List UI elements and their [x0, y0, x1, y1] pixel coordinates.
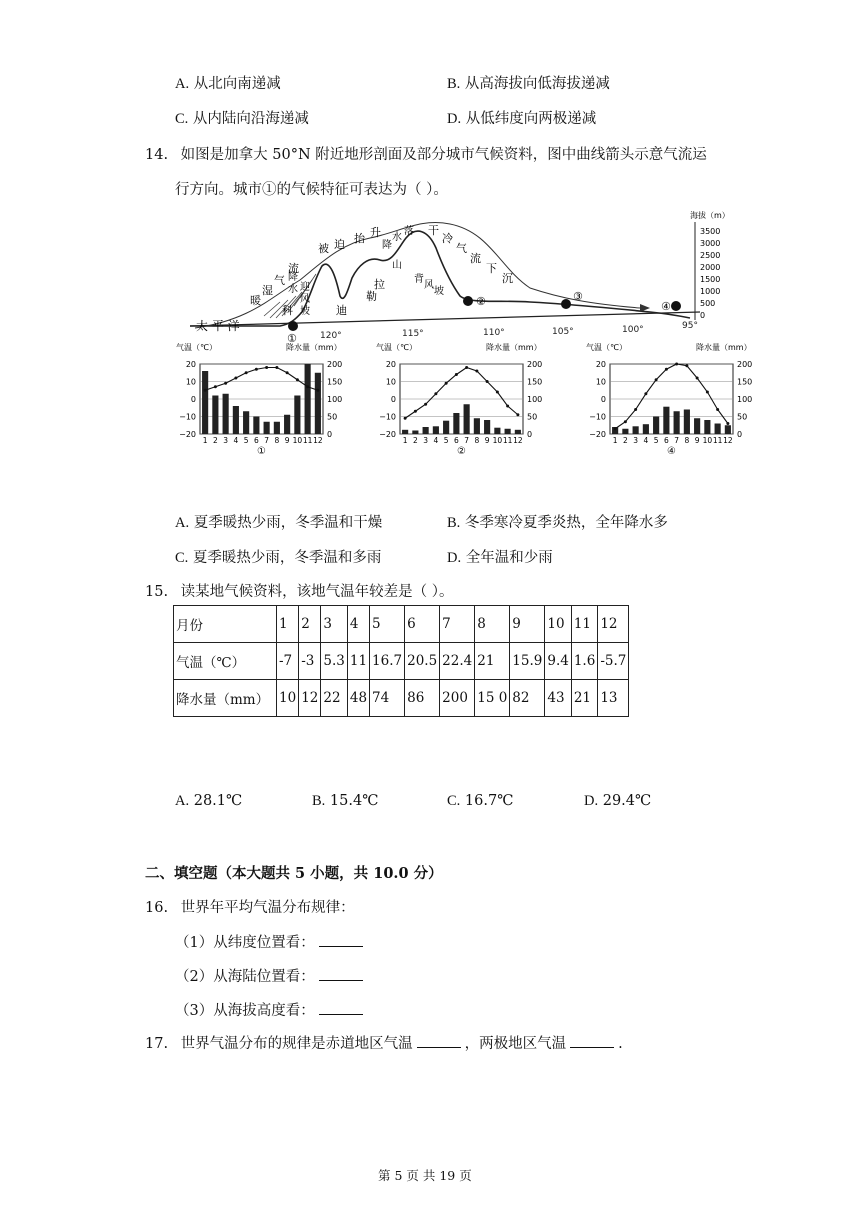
- svg-text:降: 降: [382, 240, 392, 251]
- q16-number: 16.: [145, 900, 169, 916]
- precip-axis-label: 降水量（mm）: [286, 343, 342, 352]
- temp-point: [296, 378, 299, 381]
- precip-bar: [274, 422, 280, 434]
- q14-number: 14.: [145, 147, 169, 163]
- precip-bar: [233, 406, 239, 434]
- month-tick-label: 2: [412, 436, 418, 445]
- temp-tick-label: −20: [379, 430, 396, 439]
- svg-text:100°: 100°: [622, 325, 644, 335]
- precip-tick-label: 0: [737, 430, 743, 439]
- month-tick-label: 11: [502, 436, 513, 445]
- temp-point: [245, 371, 248, 374]
- temp-tick-label: −20: [179, 430, 196, 439]
- precip-bar: [264, 422, 270, 434]
- q16-stem: 16. 世界年平均气温分布规律：: [145, 900, 355, 916]
- q15-option-b: B. 15.4℃: [312, 793, 379, 809]
- q14-stem-line2: 行方向。城市①的气候特征可表达为（ ）。: [175, 182, 448, 198]
- precip-tick-label: 150: [527, 377, 543, 387]
- answer-blank[interactable]: [319, 1014, 363, 1015]
- altitude-ticks: [700, 227, 720, 320]
- temp-tick-label: 10: [385, 377, 396, 387]
- svg-text:105°: 105°: [552, 327, 574, 337]
- precip-tick-label: 100: [527, 395, 543, 404]
- svg-text:风: 风: [424, 280, 434, 291]
- longitude-labels: [320, 321, 698, 341]
- precip-bar: [294, 396, 300, 435]
- month-tick-label: 11: [712, 436, 723, 445]
- city-2-marker: [463, 296, 473, 306]
- page-footer: 第 5 页 共 19 页: [378, 1168, 472, 1183]
- precip-bar: [704, 420, 710, 434]
- precip-tick-label: 100: [737, 395, 753, 404]
- precip-bar: [643, 424, 649, 434]
- temp-point: [316, 389, 319, 392]
- svg-text:沉: 沉: [502, 272, 513, 285]
- precip-tick-label: 0: [327, 430, 333, 439]
- temp-point: [475, 370, 478, 373]
- precip-bar: [212, 396, 218, 435]
- temp-point: [424, 403, 427, 406]
- precip-tick-label: 100: [327, 395, 343, 404]
- temp-point: [486, 380, 489, 383]
- temp-point: [306, 385, 309, 388]
- precip-bar: [474, 418, 480, 434]
- temp-tick-label: 10: [185, 377, 196, 387]
- temp-point: [204, 389, 207, 392]
- month-tick-label: 9: [484, 436, 490, 445]
- q15-climate-table: [173, 605, 629, 717]
- svg-text:迫: 迫: [334, 238, 345, 251]
- temp-point: [286, 371, 289, 374]
- temp-point: [465, 366, 468, 369]
- svg-text:气: 气: [456, 242, 467, 255]
- svg-text:120°: 120°: [320, 331, 342, 341]
- month-tick-label: 7: [674, 436, 680, 445]
- city-4-label: ④: [661, 300, 671, 313]
- month-tick-label: 9: [284, 436, 290, 445]
- city-4-marker: [671, 301, 681, 311]
- temp-line: [405, 368, 518, 419]
- month-tick-label: 8: [274, 436, 280, 445]
- temp-point: [644, 392, 647, 395]
- month-tick-label: 1: [202, 436, 208, 445]
- answer-blank[interactable]: [417, 1047, 461, 1048]
- precip-bar: [622, 429, 628, 434]
- precip-bar: [633, 426, 639, 434]
- svg-text:科: 科: [282, 304, 293, 317]
- svg-text:冷: 冷: [442, 232, 453, 245]
- precip-bar: [284, 415, 290, 434]
- precip-axis-label: 降水量（mm）: [486, 343, 542, 352]
- precip-bar: [453, 413, 459, 434]
- temp-point: [265, 366, 268, 369]
- q17-stem: 17. 世界气温分布的规律是赤道地区气温 ，两极地区气温 .: [145, 1036, 623, 1052]
- precip-bar: [653, 417, 659, 435]
- q15-option-a: A. 28.1℃: [175, 793, 243, 809]
- svg-text:坡: 坡: [300, 306, 310, 317]
- q14-stem-line1: 14. 如图是加拿大 50°N 附近地形剖面及部分城市气候资料，图中曲线箭头示意气流运: [145, 147, 707, 163]
- svg-text:3500: 3500: [700, 227, 721, 236]
- temp-point: [614, 427, 617, 430]
- precip-bar: [243, 411, 249, 434]
- precip-bar: [494, 428, 500, 434]
- altitude-axis-label: 海拔（m）: [690, 211, 730, 220]
- temp-point: [665, 368, 668, 371]
- q13-option-b: B. 从高海拔向低海拔递减: [447, 76, 610, 92]
- temp-tick-label: −10: [179, 412, 196, 422]
- section2-title: 二、填空题（本大题共 5 小题，共 10.0 分）: [145, 865, 443, 882]
- month-tick-label: 2: [212, 436, 218, 445]
- temp-point: [624, 420, 627, 423]
- temp-point: [706, 391, 709, 394]
- month-tick-label: 8: [474, 436, 480, 445]
- temp-point: [634, 408, 637, 411]
- svg-text:110°: 110°: [483, 328, 505, 338]
- svg-text:抬: 抬: [354, 232, 365, 245]
- q15-option-d: D. 29.4℃: [584, 793, 652, 809]
- svg-text:1500: 1500: [700, 275, 721, 284]
- month-tick-label: 12: [723, 436, 733, 445]
- precip-tick-label: 150: [737, 377, 753, 387]
- temp-point: [696, 377, 699, 380]
- precip-bar: [484, 420, 490, 434]
- temp-axis-label: 气温（℃）: [586, 343, 627, 352]
- city-3-marker: [561, 299, 571, 309]
- chart-label: ①: [257, 446, 266, 457]
- svg-text:115°: 115°: [402, 329, 424, 339]
- svg-text:暖: 暖: [250, 294, 261, 307]
- svg-text:升: 升: [370, 226, 381, 239]
- svg-text:迪: 迪: [336, 304, 347, 317]
- svg-text:拉: 拉: [374, 278, 385, 291]
- svg-text:1000: 1000: [700, 287, 721, 296]
- svg-text:降: 降: [288, 272, 298, 283]
- svg-text:2000: 2000: [700, 263, 721, 272]
- temp-line: [205, 368, 318, 391]
- terrain-outline: [190, 231, 690, 326]
- table-row: 降水量（mm） 10 12 22 48 74 86 200 15 0 82 43 21 13: [174, 680, 629, 717]
- precip-axis-label: 降水量（mm）: [696, 343, 752, 352]
- temp-tick-label: 20: [385, 360, 396, 369]
- chart-label: ④: [667, 446, 676, 457]
- precip-tick-label: 50: [327, 412, 338, 422]
- q13-option-a: A. 从北向南递减: [175, 76, 281, 92]
- temp-tick-label: 20: [185, 360, 196, 369]
- month-tick-label: 6: [253, 436, 259, 445]
- answer-blank[interactable]: [319, 946, 363, 947]
- precip-bar: [433, 426, 439, 434]
- month-tick-label: 11: [302, 436, 313, 445]
- q13-option-d: D. 从低纬度向两极递减: [447, 111, 597, 127]
- temp-line: [615, 364, 728, 429]
- month-tick-label: 7: [464, 436, 470, 445]
- precip-tick-label: 200: [737, 360, 753, 369]
- precip-bar: [464, 404, 470, 434]
- precip-bar: [684, 410, 690, 435]
- temp-tick-label: −20: [589, 430, 606, 439]
- svg-text:水: 水: [392, 232, 402, 243]
- svg-text:干: 干: [428, 224, 439, 237]
- svg-text:被: 被: [318, 242, 329, 255]
- precip-tick-label: 200: [327, 360, 343, 369]
- month-tick-label: 4: [643, 436, 649, 445]
- svg-text:落: 落: [404, 226, 414, 237]
- table-row: 气温（℃） -7 -3 5.3 11 16.7 20.5 22.4 21 15.9 9.4 1.6 -5.7: [174, 643, 629, 680]
- precip-bar: [253, 417, 259, 435]
- city-3-label: ③: [573, 290, 583, 303]
- precip-bar: [674, 411, 680, 434]
- svg-text:0: 0: [700, 311, 706, 320]
- city-1-marker: [288, 321, 298, 331]
- svg-text:流: 流: [288, 262, 299, 275]
- precip-bar: [715, 424, 721, 435]
- month-tick-label: 8: [684, 436, 690, 445]
- temp-point: [414, 410, 417, 413]
- city-2-label: ②: [476, 295, 486, 308]
- precip-tick-label: 50: [527, 412, 538, 422]
- temp-point: [655, 378, 658, 381]
- svg-text:500: 500: [700, 299, 716, 308]
- temp-point: [716, 408, 719, 411]
- month-tick-label: 5: [653, 436, 659, 445]
- month-tick-label: 6: [453, 436, 459, 445]
- svg-text:迎: 迎: [300, 282, 310, 293]
- month-tick-label: 1: [612, 436, 618, 445]
- precip-bar: [423, 427, 429, 434]
- svg-text:3000: 3000: [700, 239, 721, 248]
- month-tick-label: 12: [313, 436, 323, 445]
- q15-option-c: C. 16.7℃: [447, 793, 514, 809]
- chart-label: ②: [457, 446, 466, 457]
- temp-point: [214, 385, 217, 388]
- q17-number: 17.: [145, 1036, 169, 1052]
- precip-bar: [443, 421, 449, 434]
- precip-bar: [223, 394, 229, 434]
- month-tick-label: 9: [694, 436, 700, 445]
- svg-text:湿: 湿: [262, 284, 273, 297]
- answer-blank[interactable]: [319, 980, 363, 981]
- terrain-profile-figure: [170, 208, 730, 345]
- q16-sub2: （2）从海陆位置看：: [175, 965, 367, 986]
- q14-option-a: A. 夏季暖热少雨，冬季温和干燥: [175, 515, 383, 531]
- precip-tick-label: 150: [327, 377, 343, 387]
- precip-bar: [694, 418, 700, 434]
- svg-text:95°: 95°: [682, 321, 698, 331]
- month-tick-label: 4: [433, 436, 439, 445]
- q14-option-c: C. 夏季暖热少雨，冬季温和多雨: [175, 550, 382, 566]
- precip-bar: [305, 364, 311, 434]
- month-tick-label: 10: [492, 436, 503, 445]
- svg-text:2500: 2500: [700, 251, 721, 260]
- svg-text:水: 水: [288, 284, 298, 295]
- month-tick-label: 3: [633, 436, 639, 445]
- temp-tick-label: 0: [190, 395, 196, 404]
- precip-bar: [315, 373, 321, 434]
- month-tick-label: 2: [622, 436, 628, 445]
- month-tick-label: 3: [223, 436, 229, 445]
- temp-tick-label: 20: [595, 360, 606, 369]
- temp-point: [234, 377, 237, 380]
- month-tick-label: 10: [292, 436, 303, 445]
- q13-option-c: C. 从内陆向沿海递减: [175, 111, 309, 127]
- temp-point: [516, 413, 519, 416]
- temp-point: [726, 422, 729, 425]
- temp-tick-label: −10: [589, 412, 606, 422]
- precip-tick-label: 200: [527, 360, 543, 369]
- temp-point: [675, 363, 678, 366]
- month-tick-label: 5: [443, 436, 449, 445]
- svg-text:风: 风: [300, 294, 310, 305]
- precip-tick-label: 50: [737, 412, 748, 422]
- q14-option-d: D. 全年温和少雨: [447, 550, 553, 566]
- svg-text:山: 山: [392, 260, 402, 271]
- precip-bar: [505, 429, 511, 434]
- q16-sub3: （3）从海拔高度看：: [175, 999, 367, 1020]
- svg-text:背: 背: [414, 274, 424, 285]
- precip-bar: [515, 430, 521, 434]
- temp-point: [255, 368, 258, 371]
- temp-point: [434, 392, 437, 395]
- month-tick-label: 4: [233, 436, 239, 445]
- q16-sub1: （1）从纬度位置看：: [175, 931, 367, 952]
- svg-text:勒: 勒: [366, 290, 377, 303]
- temp-point: [275, 366, 278, 369]
- temp-tick-label: 10: [595, 377, 606, 387]
- precip-tick-label: 0: [527, 430, 533, 439]
- ocean-label: 太 平 洋: [196, 319, 240, 333]
- precip-bar: [663, 407, 669, 434]
- city-1-label: ①: [287, 332, 297, 345]
- temp-tick-label: 0: [390, 395, 396, 404]
- precip-bar: [402, 430, 408, 434]
- month-tick-label: 5: [243, 436, 249, 445]
- temp-point: [445, 382, 448, 385]
- temp-point: [455, 373, 458, 376]
- month-tick-label: 3: [423, 436, 429, 445]
- temp-point: [685, 364, 688, 367]
- temp-axis-label: 气温（℃）: [376, 343, 417, 352]
- temp-point: [404, 417, 407, 420]
- q14-option-b: B. 冬季寒冷夏季炎热，全年降水多: [447, 515, 668, 531]
- month-tick-label: 10: [702, 436, 713, 445]
- climate-charts: [168, 340, 753, 460]
- temp-point: [224, 382, 227, 385]
- svg-text:气: 气: [274, 274, 285, 287]
- month-tick-label: 6: [663, 436, 669, 445]
- month-tick-label: 1: [402, 436, 408, 445]
- temp-axis-label: 气温（℃）: [176, 343, 217, 352]
- precip-bar: [202, 371, 208, 434]
- month-tick-label: 7: [264, 436, 270, 445]
- svg-text:下: 下: [486, 262, 497, 275]
- svg-text:坡: 坡: [434, 286, 444, 297]
- precip-bar: [412, 431, 418, 435]
- answer-blank[interactable]: [570, 1047, 614, 1048]
- table-row: 月份 1 2 3 4 5 6 7 8 9 10 11 12: [174, 606, 629, 643]
- temp-point: [496, 391, 499, 394]
- temp-tick-label: −10: [379, 412, 396, 422]
- temp-tick-label: 0: [600, 395, 606, 404]
- month-tick-label: 12: [513, 436, 523, 445]
- svg-text:流: 流: [470, 252, 481, 265]
- q15-stem: 15. 读某地气候资料，该地气温年较差是（ ）。: [145, 584, 454, 600]
- precip-bar: [725, 425, 731, 434]
- q15-number: 15.: [145, 584, 169, 600]
- temp-point: [506, 405, 509, 408]
